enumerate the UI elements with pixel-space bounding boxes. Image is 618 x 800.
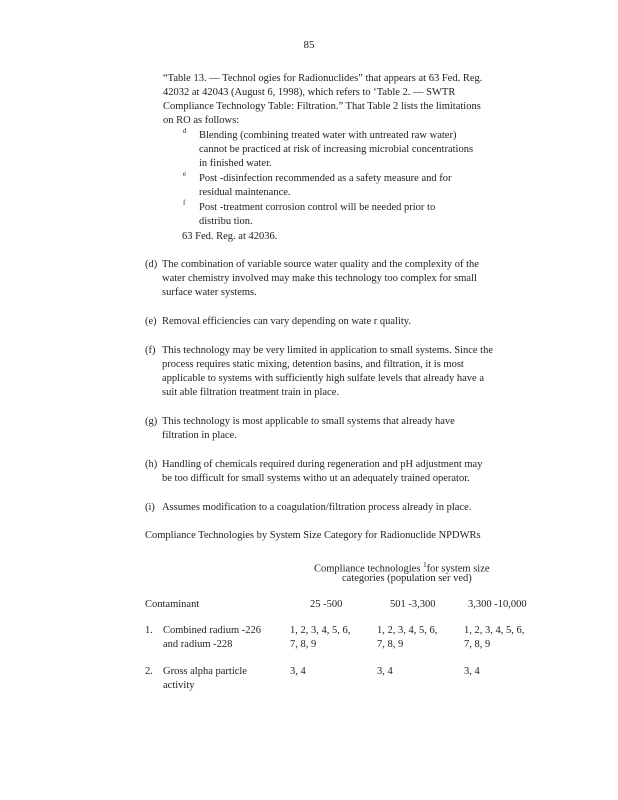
quote-line: on RO as follows:	[163, 115, 240, 126]
footnote-line: surface water systems.	[162, 287, 257, 298]
footnote-line: Handling of chemicals required during regeneration and pH adjustment may	[162, 459, 483, 470]
quote-line: Compliance Technology Table: Filtration.” That Table 2 lists the limitations	[163, 101, 481, 112]
size-column-header: 25 -500	[310, 599, 343, 610]
footnote-line: applicable to systems with sufficiently high sulfate levels that already have a	[162, 373, 485, 384]
contaminant-header: Contaminant	[145, 599, 200, 610]
row-number: 2.	[145, 666, 153, 677]
footnote-line: This technology may be very limited in application to small systems. Since the	[162, 345, 493, 356]
citation: 63 Fed. Reg. at 42036.	[182, 231, 278, 242]
note-line: distribu tion.	[199, 216, 253, 227]
footnote-line: water chemistry involved may make this technology too complex for small	[162, 273, 477, 284]
note-line: Post -treatment corrosion control will be needed prior to	[199, 202, 436, 213]
footnote-label: (i)	[145, 502, 155, 513]
table-cell: 1, 2, 3, 4, 5, 6,	[290, 625, 351, 636]
table-cell: 1, 2, 3, 4, 5, 6,	[464, 625, 525, 636]
footnote-line: This technology is most applicable to small systems that already have	[162, 416, 455, 427]
footnote-line: process requires static mixing, detention basins, and filtration, it is most	[162, 359, 464, 370]
note-line: Blending (combining treated water with untreated raw water)	[199, 130, 457, 141]
header-text: Compliance technologies	[314, 563, 424, 575]
footnote-label: (e)	[145, 316, 157, 327]
table-cell: 7, 8, 9	[464, 639, 491, 650]
size-column-header: 3,300 -10,000	[468, 599, 527, 610]
table-cell: 3, 4	[377, 666, 393, 677]
footnote-line: be too difficult for small systems witho ut an adequately trained operator.	[162, 473, 470, 484]
page-number: 85	[303, 39, 315, 51]
footnote-line: suit able filtration treatment train in place.	[162, 387, 339, 398]
table-cell: 3, 4	[464, 666, 480, 677]
note-line: cannot be practiced at risk of increasing microbial concentrations	[199, 144, 474, 155]
footnote-line: filtration in place.	[162, 430, 237, 441]
quote-line: “Table 13. — Technol ogies for Radionuclides” that appears at 63 Fed. Reg.	[163, 73, 483, 84]
table-cell: 1, 2, 3, 4, 5, 6,	[377, 625, 438, 636]
footnote-label: (f)	[145, 345, 156, 356]
row-number: 1.	[145, 625, 153, 636]
footnote-label: (g)	[145, 416, 158, 427]
contaminant-name: and radium -228	[163, 639, 233, 650]
contaminant-name: Combined radium -226	[163, 625, 261, 636]
note-marker: e	[183, 170, 187, 178]
table-cell: 3, 4	[290, 666, 306, 677]
note-line: Post -disinfection recommended as a safety measure and for	[199, 173, 452, 184]
size-column-header: 501 -3,300	[390, 599, 436, 610]
footnote-line: Removal efficiencies can vary depending on wate r quality.	[162, 316, 411, 327]
footnote-line: Assumes modification to a coagulation/filtration process already in place.	[162, 502, 472, 513]
footnote-label: (d)	[145, 259, 158, 270]
table-cell: 7, 8, 9	[290, 639, 317, 650]
footnote-ref: 1	[423, 561, 427, 569]
quote-line: 42032 at 42043 (August 6, 1998), which refers to ‘Table 2. — SWTR	[163, 87, 456, 98]
note-line: in finished water.	[199, 158, 272, 169]
table-title: Compliance Technologies by System Size Category for Radionuclide NPDWRs	[145, 530, 481, 541]
header-text: for system size	[426, 563, 490, 575]
contaminant-name: Gross alpha particle	[163, 666, 247, 677]
contaminant-name: activity	[163, 680, 195, 691]
note-marker: f	[183, 199, 186, 207]
footnote-label: (h)	[145, 459, 158, 470]
table-header-line: categories (population ser ved)	[342, 573, 472, 584]
table-cell: 7, 8, 9	[377, 639, 404, 650]
note-marker: d	[183, 127, 187, 135]
note-line: residual maintenance.	[199, 187, 291, 198]
footnote-line: The combination of variable source water quality and the complexity of the	[162, 259, 479, 270]
